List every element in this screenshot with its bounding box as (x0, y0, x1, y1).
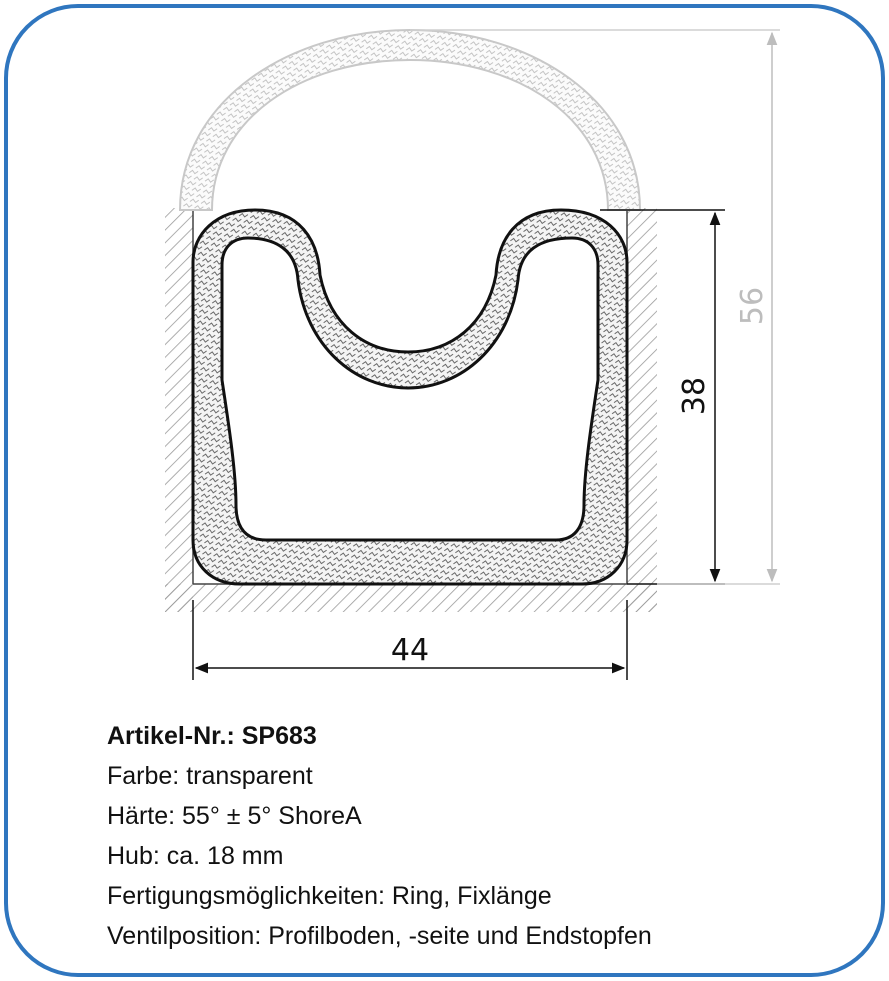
height-label: 38 (677, 376, 712, 416)
seal-profile (193, 210, 627, 584)
spec-list (107, 716, 652, 956)
width-label: 44 (390, 633, 430, 668)
article-number: Artikel-Nr.: SP683 (107, 722, 317, 750)
spec-production: Fertigungsmöglichkeiten: Ring, Fixlänge (107, 882, 552, 910)
expanded-profile-ghost (180, 30, 780, 210)
expanded-height-dimension (657, 33, 780, 584)
spec-hardness: Härte: 55° ± 5° ShoreA (107, 802, 362, 830)
spec-stroke: Hub: ca. 18 mm (107, 842, 284, 870)
spec-color: Farbe: transparent (107, 762, 313, 790)
spec-valve-position: Ventilposition: Profilboden, -seite und Endstopfen (107, 922, 652, 950)
expanded-height-label: 56 (735, 286, 770, 326)
